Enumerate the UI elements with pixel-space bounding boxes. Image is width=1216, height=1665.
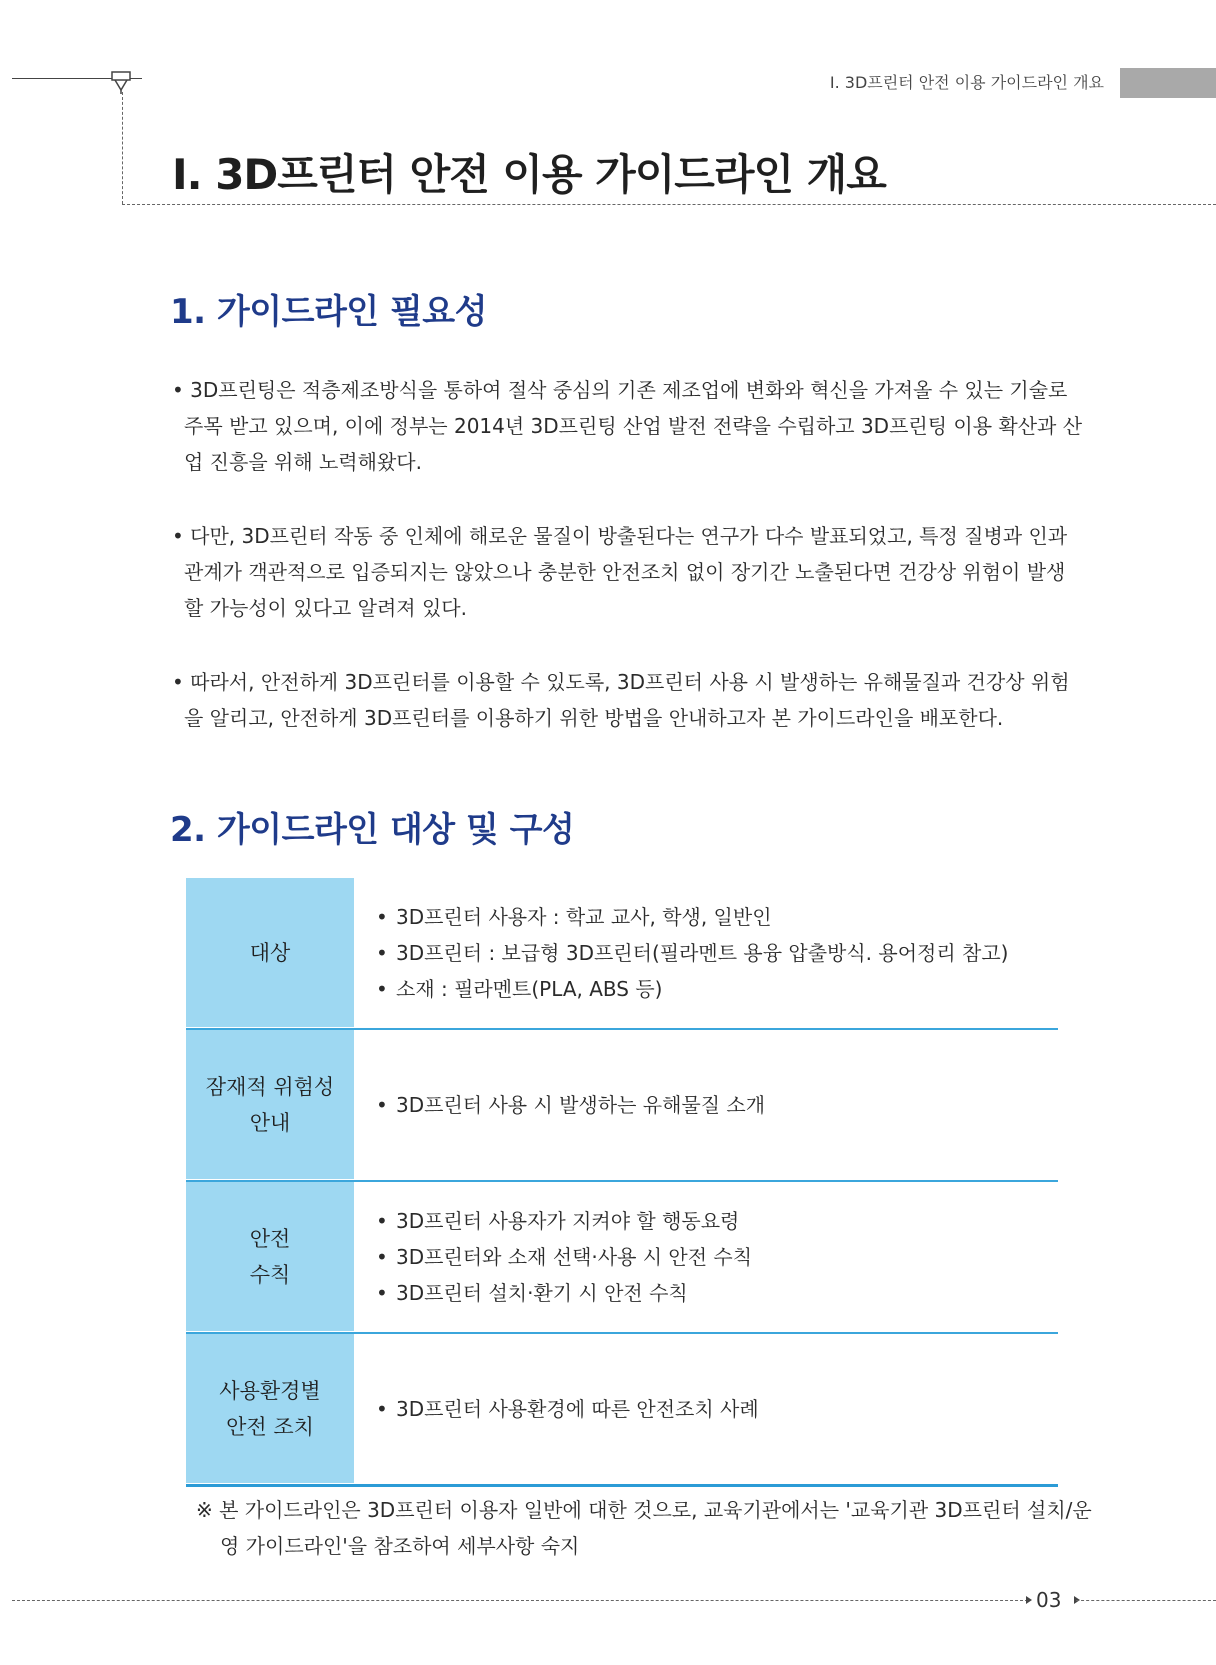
list-item: • 3D프린터 설치·환기 시 안전 수칙 (376, 1275, 1058, 1311)
row-head-target: 대상 (186, 878, 354, 1028)
table-row-environment (186, 1334, 1058, 1487)
list-item: • 3D프린터 : 보급형 3D프린터(필라멘트 용융 압출방식. 용어정리 참고) (376, 935, 1058, 971)
printer-nozzle-icon (110, 70, 132, 96)
section2-title: 2. 가이드라인 대상 및 구성 (170, 810, 575, 850)
row-body-target (354, 878, 1058, 1028)
list-item: • 3D프린터 사용자 : 학교 교사, 학생, 일반인 (376, 899, 1058, 935)
footer-arrow-icon (1026, 1596, 1032, 1604)
header-rule-right (130, 78, 142, 79)
row-head-safety-rules: 안전 수칙 (186, 1182, 354, 1332)
list-item: • 소재 : 필라멘트(PLA, ABS 등) (376, 971, 1058, 1007)
header-tab (1120, 68, 1216, 98)
footer-rule-left (12, 1600, 1028, 1601)
section1-bullet-3: • 따라서, 안전하게 3D프린터를 이용할 수 있도록, 3D프린터 사용 시 발생하는 유해물질과 건강상 위험을 알리고, 안전하게 3D프린터를 이용하기 위한 방법을 안내하고자 본 가이드라인을 배포한다. (172, 670, 1070, 730)
section1-bullet-2: • 다만, 3D프린터 작동 중 인체에 해로운 물질이 방출된다는 연구가 다수 발표되었고, 특정 질병과 인과관계가 객관적으로 입증되지는 않았으나 충분한 안전조치 없이 장기간 노출된다면 건강상 위험이 발생할 가능성이 있다고 알려져 있다. (172, 524, 1068, 620)
section1-title: 1. 가이드라인 필요성 (170, 292, 487, 332)
list-item: • 3D프린터 사용자가 지켜야 할 행동요령 (376, 1203, 1058, 1239)
row-body-risk (354, 1030, 1058, 1180)
header-rule-left (12, 78, 112, 79)
footer-rule-right (1076, 1600, 1216, 1601)
row-body-safety-rules (354, 1182, 1058, 1332)
header-horizontal-dash (122, 204, 1216, 205)
row-body-environment (354, 1334, 1058, 1484)
list-item: • 3D프린터 사용 시 발생하는 유해물질 소개 (376, 1087, 1058, 1123)
list-item: • 3D프린터와 소재 선택·사용 시 안전 수칙 (376, 1239, 1058, 1275)
table-row-risk (186, 1030, 1058, 1182)
page-number: 03 (1036, 1588, 1062, 1612)
header-vertical-dash (122, 92, 123, 204)
guideline-table (186, 878, 1058, 1487)
section1-bullet-1: • 3D프린팅은 적층제조방식을 통하여 절삭 중심의 기존 제조업에 변화와 혁신을 가져올 수 있는 기술로 주목 받고 있으며, 이에 정부는 2014년 3D프린팅 산업 발전 전략을 수립하고 3D프린팅 이용 확산과 산업 진흥을 위해 노력해왔다. (172, 378, 1083, 474)
table-note: ※ 본 가이드라인은 3D프린터 이용자 일반에 대한 것으로, 교육기관에서는 '교육기관 3D프린터 설치/운영 가이드라인'을 참조하여 세부사항 숙지 (196, 1498, 1092, 1558)
table-row-safety-rules (186, 1182, 1058, 1334)
row-head-risk: 잠재적 위험성 안내 (186, 1030, 354, 1180)
table-row-target (186, 878, 1058, 1030)
row-head-environment: 사용환경별 안전 조치 (186, 1334, 354, 1484)
chapter-title: Ⅰ. 3D프린터 안전 이용 가이드라인 개요 (172, 150, 886, 199)
running-head: Ⅰ. 3D프린터 안전 이용 가이드라인 개요 (829, 73, 1104, 92)
list-item: • 3D프린터 사용환경에 따른 안전조치 사례 (376, 1391, 1058, 1427)
